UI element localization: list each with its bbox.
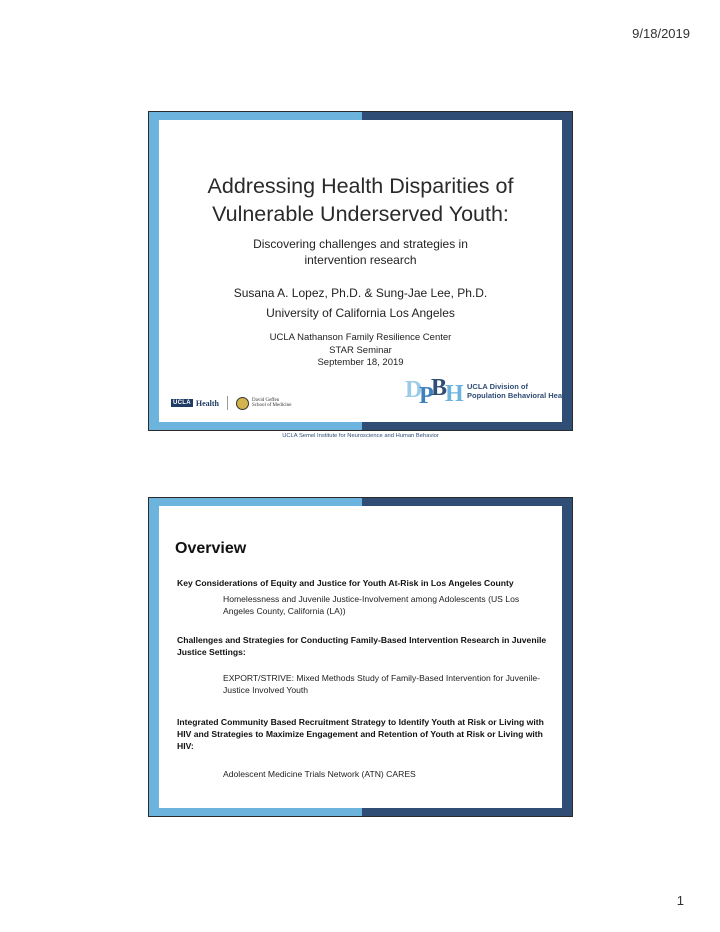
page-date: 9/18/2019 (632, 26, 690, 41)
section-body: Homelessness and Juvenile Justice-Involvement among Adolescents (US Los Angeles County, California (LA)) (223, 594, 520, 616)
section-body: Adolescent Medicine Trials Network (ATN) CARES (223, 769, 416, 779)
section-body: EXPORT/STRIVE: Mixed Methods Study of Family-Based Intervention for Juvenile-Justice Involved Youth (223, 673, 540, 695)
event-line: UCLA Nathanson Family Resilience Center (269, 332, 452, 343)
slide-accent-left (149, 498, 159, 816)
event-line: September 18, 2019 (317, 357, 404, 368)
slide-accent-bottom-left (159, 808, 362, 816)
dpbh-logo (405, 375, 572, 409)
affiliation: University of California Los Angeles (266, 306, 455, 320)
slide-title-line: Addressing Health Disparities of (207, 174, 514, 198)
slide-accent-top-left (159, 112, 362, 120)
slide-accent-right (562, 498, 572, 816)
slide-accent-bottom-left (159, 422, 362, 430)
dpbh-wordmark (467, 382, 571, 400)
slide-accent-top-right (362, 112, 562, 120)
overview-section (177, 577, 547, 617)
slide-subtitle (159, 236, 562, 268)
title-slide (148, 111, 573, 439)
institute-footer: UCLA Semel Institute for Neuroscience and Human Behavior (282, 433, 439, 439)
dgsom-line: David Geffen (251, 397, 280, 403)
section-heading: Challenges and Strategies for Conducting Family-Based Intervention Research in Juvenile Justice Settings: (177, 635, 547, 657)
dgsom-seal-icon (236, 397, 249, 410)
health-wordmark: Health (195, 398, 219, 408)
subtitle-line: intervention research (304, 253, 417, 267)
overview-section (177, 716, 547, 780)
ucla-health-logo (171, 396, 291, 410)
ucla-wordmark: UCLA (173, 400, 191, 406)
overview-title: Overview (175, 540, 247, 557)
section-heading: Key Considerations of Equity and Justice for Youth At-Risk in Los Angeles County (177, 578, 514, 588)
slide-title-line: Vulnerable Underserved Youth: (212, 202, 509, 226)
logo-divider (227, 396, 228, 410)
overview-slide (148, 497, 573, 817)
dpbh-line: Population Behavioral Health (467, 391, 572, 400)
slide-accent-top-right (362, 498, 562, 506)
authors: Susana A. Lopez, Ph.D. & Sung-Jae Lee, Ph.D. (233, 286, 488, 300)
slide-title (159, 172, 562, 228)
overview-section (177, 634, 547, 696)
section-heading: Integrated Community Based Recruitment Strategy to Identify Youth at Risk or Living with HIV and Strategies to Maximize Engagement and Retention of Youth at Risk or Living with HIV: (177, 717, 544, 751)
event-line: STAR Seminar (329, 344, 392, 356)
dpbh-mark-icon: D P B H (405, 375, 464, 409)
dgsom-wordmark (252, 398, 291, 409)
slide-accent-top-left (159, 498, 362, 506)
slide-accent-bottom-right (362, 808, 562, 816)
dpbh-line: UCLA Division of (467, 382, 528, 391)
subtitle-line: Discovering challenges and strategies in (253, 237, 468, 251)
dgsom-line: School of Medicine (251, 403, 292, 408)
event-info (159, 332, 562, 370)
slide-accent-left (149, 112, 159, 430)
page-number: 1 (676, 893, 684, 908)
slide-accent-bottom-right (362, 422, 562, 430)
